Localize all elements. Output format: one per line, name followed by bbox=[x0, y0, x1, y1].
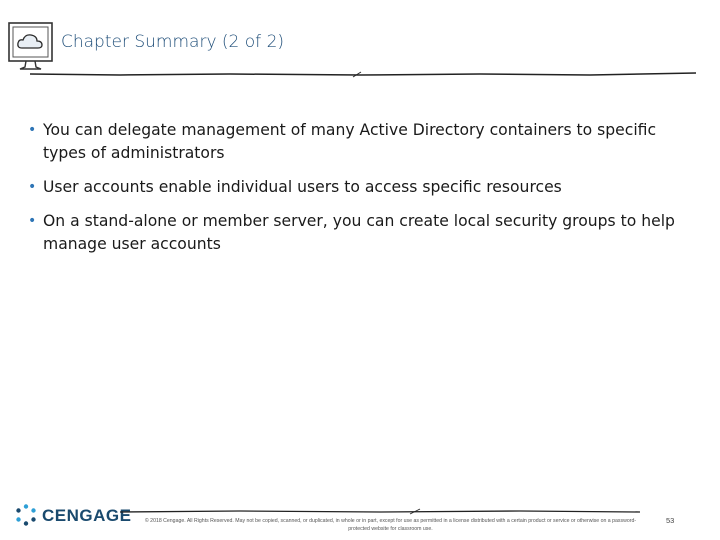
bullet-text: User accounts enable individual users to access specific resources bbox=[43, 178, 562, 196]
slide-title: Chapter Summary (2 of 2) bbox=[61, 32, 285, 52]
bullet-item bbox=[28, 210, 693, 256]
cengage-logo bbox=[14, 500, 132, 530]
bullet-list bbox=[28, 119, 693, 267]
bullet-text: On a stand-alone or member server, you can create local security groups to help manage user accounts bbox=[43, 212, 675, 253]
copyright-notice: © 2018 Cengage. All Rights Reserved. May not be copied, scanned, or duplicated, in whole or in part, except for use as permitted in a license distributed with a certain product or service or otherwise on a password-protected website for classroom use. bbox=[144, 518, 637, 532]
bullet-text: You can delegate management of many Active Directory containers to specific types of administrators bbox=[43, 121, 657, 162]
bullet-item bbox=[28, 119, 693, 165]
bullet-dot-icon: • bbox=[28, 179, 37, 195]
cengage-logo-mark-icon bbox=[14, 503, 38, 527]
bullet-dot-icon: • bbox=[28, 122, 37, 138]
bullet-item bbox=[28, 176, 693, 199]
title-underline bbox=[30, 68, 696, 82]
footer-rule bbox=[120, 504, 640, 518]
cengage-wordmark: CENGAGE bbox=[42, 506, 132, 525]
bullet-dot-icon: • bbox=[28, 213, 37, 229]
page-number: 53 bbox=[666, 516, 675, 525]
cloud-monitor-icon bbox=[6, 20, 54, 74]
